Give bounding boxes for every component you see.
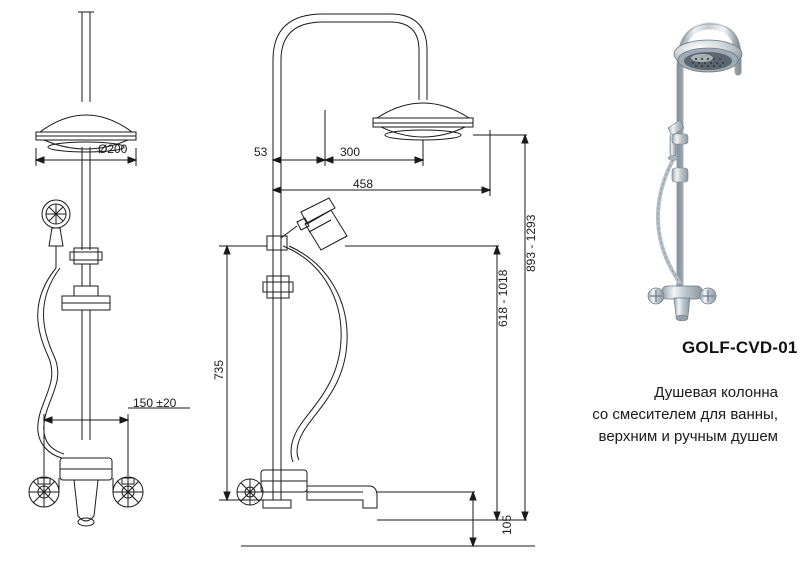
dim-head-height-range: 893 - 1293 xyxy=(524,214,538,272)
front-view-drawing xyxy=(0,0,230,561)
description-line-1: Душевая колонна xyxy=(654,384,778,401)
side-view-drawing xyxy=(205,0,535,561)
dim-handset-height-range: 618 - 1018 xyxy=(496,269,510,327)
dim-spout-height: 105 xyxy=(500,514,514,535)
shower-column-photo xyxy=(610,8,790,348)
description-line-2: со смесителем для ванны, xyxy=(592,405,778,423)
dim-riser-height: 735 xyxy=(212,359,226,380)
dim-arm-length: 300 xyxy=(340,145,361,159)
product-description xyxy=(518,382,778,447)
description-line-3: верхним и ручным душем xyxy=(598,427,778,445)
dim-total-reach: 458 xyxy=(353,177,374,191)
dim-head-diameter: Ø200 xyxy=(98,142,128,156)
dim-arm-offset: 53 xyxy=(254,145,268,159)
product-code: GOLF-CVD-01 xyxy=(682,338,798,357)
dim-mixer-spread: 150 ±20 xyxy=(133,396,177,410)
